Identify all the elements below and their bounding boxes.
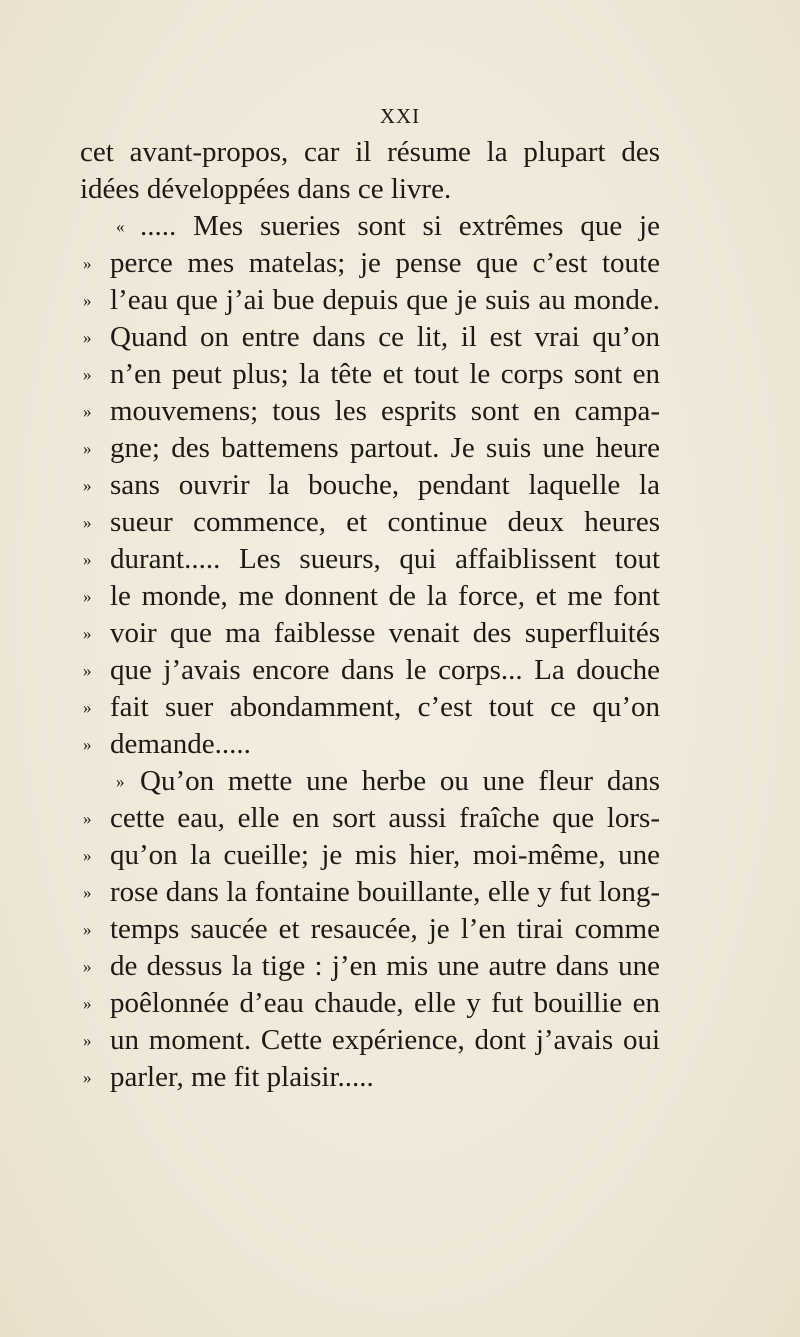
quote-mark: » — [83, 846, 92, 865]
line-text: temps saucée et resaucée, je l’en tirai comme — [110, 913, 660, 945]
quote-mark: » — [83, 883, 92, 902]
line-text: qu’on la cueille; je mis hier, moi-même, une — [110, 839, 660, 871]
text-line — [80, 652, 660, 689]
quote-mark: » — [83, 439, 92, 458]
quote-mark: » — [83, 698, 92, 717]
text-line — [80, 985, 660, 1022]
text-line — [80, 282, 660, 319]
text-line — [80, 467, 660, 504]
line-text: un moment. Cette expérience, dont j’avais oui — [110, 1024, 660, 1056]
line-text: fait suer abondamment, c’est tout ce qu’on — [110, 691, 660, 723]
text-line — [80, 245, 660, 282]
quote-mark: » — [83, 550, 92, 569]
quote-mark: » — [116, 772, 125, 791]
line-text: de dessus la tige : j’en mis une autre dans une — [110, 950, 660, 982]
line-text: le monde, me donnent de la force, et me font — [110, 580, 660, 612]
line-text: voir que ma faiblesse venait des superfluités — [110, 617, 660, 649]
text-line — [80, 689, 660, 726]
line-text: perce mes matelas; je pense que c’est toute — [110, 247, 660, 279]
text-line — [80, 504, 660, 541]
quote-mark: » — [83, 365, 92, 384]
quote-mark: » — [83, 1068, 92, 1087]
text-line — [80, 1022, 660, 1059]
line-text: l’eau que j’ai bue depuis que je suis au monde. — [110, 284, 660, 316]
line-text: n’en peut plus; la tête et tout le corps sont en — [110, 358, 660, 390]
line-text: sueur commence, et continue deux heures — [110, 506, 660, 538]
line-text: poêlonnée d’eau chaude, elle y fut bouillie en — [110, 987, 660, 1019]
page-text — [80, 134, 660, 1096]
text-line — [80, 393, 660, 430]
text-line — [80, 578, 660, 615]
line-text: cet avant-propos, car il résume la plupart des — [80, 136, 660, 168]
text-line — [80, 800, 660, 837]
text-line — [80, 615, 660, 652]
quote-mark: » — [83, 291, 92, 310]
line-text: gne; des battemens partout. Je suis une heure — [110, 432, 660, 464]
text-line — [80, 948, 660, 985]
text-line — [80, 319, 660, 356]
text-line — [80, 208, 660, 245]
line-text: sans ouvrir la bouche, pendant laquelle la — [110, 469, 660, 501]
quote-mark: » — [83, 809, 92, 828]
text-line — [80, 171, 660, 208]
text-line — [80, 837, 660, 874]
quote-mark: » — [83, 624, 92, 643]
text-line — [80, 356, 660, 393]
quote-mark: » — [83, 513, 92, 532]
text-line — [80, 541, 660, 578]
quote-mark: » — [83, 920, 92, 939]
line-text: durant..... Les sueurs, qui affaiblissent tout — [110, 543, 660, 575]
line-text: mouvemens; tous les esprits sont en campa- — [110, 395, 660, 427]
line-text: parler, me fit plaisir..... — [110, 1061, 374, 1093]
quote-mark: « — [116, 217, 125, 236]
text-line — [80, 134, 660, 171]
text-line — [80, 763, 660, 800]
text-line — [80, 726, 660, 763]
line-text: ..... Mes sueries sont si extrêmes que je — [140, 210, 660, 242]
quote-mark: » — [83, 661, 92, 680]
text-line — [80, 911, 660, 948]
quote-mark: » — [83, 402, 92, 421]
line-text: que j’avais encore dans le corps... La douche — [110, 654, 660, 686]
line-text: demande..... — [110, 728, 251, 760]
line-text: Qu’on mette une herbe ou une fleur dans — [140, 765, 660, 797]
quote-mark: » — [83, 587, 92, 606]
line-text: Quand on entre dans ce lit, il est vrai qu’on — [110, 321, 660, 353]
quote-mark: » — [83, 254, 92, 273]
quote-mark: » — [83, 328, 92, 347]
page-number: XXI — [379, 104, 421, 128]
quote-mark: » — [83, 957, 92, 976]
text-line — [80, 874, 660, 911]
quote-mark: » — [83, 994, 92, 1013]
line-text: rose dans la fontaine bouillante, elle y fut long- — [110, 876, 660, 908]
line-text: idées développées dans ce livre. — [80, 173, 452, 205]
text-line — [80, 430, 660, 467]
line-text: cette eau, elle en sort aussi fraîche que lors- — [110, 802, 660, 834]
quote-mark: » — [83, 1031, 92, 1050]
quote-mark: » — [83, 476, 92, 495]
quote-mark: » — [83, 735, 92, 754]
text-line — [80, 1059, 660, 1096]
